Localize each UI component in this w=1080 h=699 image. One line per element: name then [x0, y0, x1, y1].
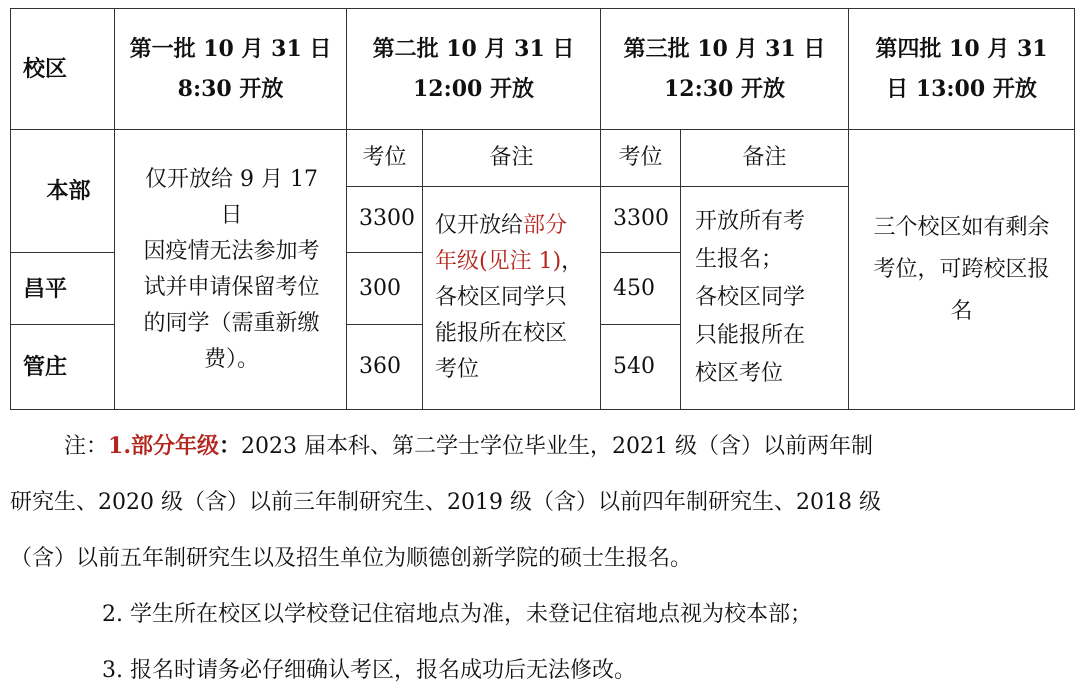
header-row [11, 9, 1075, 130]
header-batch-4: 第四批 10 月 31 日 13:00 开放 [849, 9, 1075, 130]
batch3-seats-changping: 450 [601, 252, 681, 324]
note-2: 2. 学生所在校区以学校登记住宿地点为准，未登记住宿地点视为校本部； [102, 602, 812, 627]
note-1-title: 1.部分年级 [108, 433, 219, 459]
batch2-seats-changping: 300 [347, 252, 423, 324]
batch2-note: 仅开放给部分 年级(见注 1)， 各校区同学只 能报所在校区 考位 [423, 186, 601, 409]
header-batch-2: 第二批 10 月 31 日 12:00 开放 [347, 9, 601, 130]
footnotes [10, 418, 1070, 699]
batch2-seats-main: 3300 [347, 186, 423, 252]
batch3-seats-guanzhuang: 540 [601, 325, 681, 410]
batch4-note: 三个校区如有剩余 考位，可跨校区报 名 [849, 130, 1075, 410]
header-batch-1: 第一批 10 月 31 日 8:30 开放 [115, 9, 347, 130]
note-3: 3. 报名时请务必仔细确认考区，报名成功后无法修改。 [102, 658, 636, 683]
batch1-note: 仅开放给 9 月 17 日 因疫情无法参加考 试并申请保留考位 的同学（需重新缴 费）。 [115, 130, 347, 410]
header-campus: 校区 [11, 9, 115, 130]
note-1-line-2: 研究生、2020 级（含）以前三年制研究生、2019 级（含）以前四年制研究生、2018 级 [10, 490, 881, 515]
batch3-seats-main: 3300 [601, 186, 681, 252]
campus-main: 本部 [11, 130, 115, 252]
note-1-line-3: （含）以前五年制研究生以及招生单位为顺德创新学院的硕士生报名。 [10, 546, 693, 571]
batch3-note: 开放所有考 生报名； 各校区同学 只能报所在 校区考位 [681, 186, 849, 409]
registration-schedule-table [10, 8, 1075, 410]
batch2-remarks-header: 备注 [423, 130, 601, 186]
campus-changping: 昌平 [11, 252, 115, 324]
batch3-remarks-header: 备注 [681, 130, 849, 186]
campus-guanzhuang: 管庄 [11, 325, 115, 410]
header-batch-3: 第三批 10 月 31 日 12:30 开放 [601, 9, 849, 130]
subheader-row [11, 130, 1075, 186]
batch3-seats-header: 考位 [601, 130, 681, 186]
batch2-seats-guanzhuang: 360 [347, 325, 423, 410]
note-1-line-1: 注：1.部分年级：2023 届本科、第二学士学位毕业生，2021 级（含）以前两年制 [64, 433, 873, 459]
batch2-seats-header: 考位 [347, 130, 423, 186]
